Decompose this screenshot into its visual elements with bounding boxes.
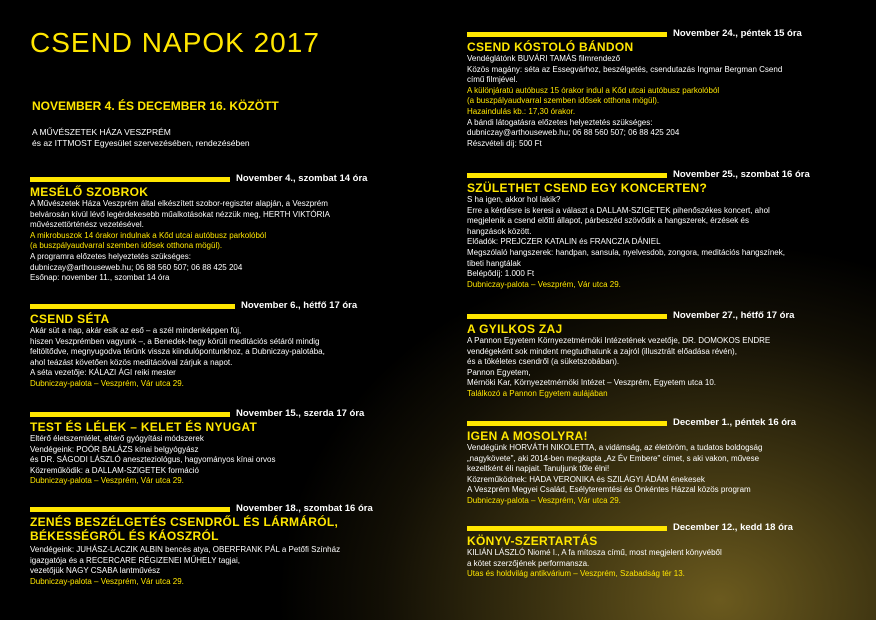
event-title-line2: BÉKESSÉGRŐL ÉS KÁOSZRÓL: [30, 529, 219, 543]
event-description-line: S ha igen, akkor hol lakik?: [467, 195, 561, 204]
event-description: [30, 199, 440, 284]
event-datetime: December 12., kedd 18 óra: [673, 522, 793, 533]
event-description-line: Vendéglátónk BUVÁRI TAMÁS filmrendező: [467, 54, 621, 63]
event-title: TEST ÉS LÉLEK – KELET ÉS NYUGAT: [30, 420, 258, 434]
event-description-line: Erre a kérdésre is keresi a választ a DALLAM-SZIGETEK pihenőszékes koncert, ahol: [467, 205, 770, 215]
event-description-line: Közreműködnek: HADA VERONIKA és SZILÁGYI ÁDÁM énekesek: [467, 474, 705, 484]
event-description-line: és a tökéletes csendről (a süketszobában).: [467, 357, 620, 367]
event-location-line: A mikrobuszok 14 órakor indulnak a Kőd utcai autóbusz parkolóból: [30, 230, 267, 240]
event-bar: [30, 507, 230, 512]
event-description-line: tibeti hangtálak: [467, 258, 521, 268]
event-datetime: November 24., péntek 15 óra: [673, 28, 802, 39]
event-description-line: Közreműködik: a DALLAM-SZIGETEK formáció: [30, 465, 199, 475]
event-description-line: Esőnap: november 11., szombat 14 óra: [30, 273, 170, 283]
event-description-line: művészettörténész vezetésével.: [30, 220, 144, 230]
event-description-line: és DR. SÁGODI LÁSZLÓ aneszteziológus, hagyományos kínai orvos: [30, 455, 276, 465]
event-description-line: Előadók: PREJCZER KATALIN és FRANCZIA DÁNIEL: [467, 237, 661, 247]
event-location-line: (a buszpályaudvarral szemben idősek otthona mögül).: [30, 241, 223, 251]
event-title: MESÉLŐ SZOBROK: [30, 185, 149, 199]
event-location-line: Dubniczay-palota – Veszprém, Vár utca 29.: [30, 378, 184, 388]
event-bar: [467, 421, 667, 426]
event-description-line: A programra előzetes helyeztetés szükséges:: [30, 251, 191, 261]
event-datetime: November 25., szombat 16 óra: [673, 169, 810, 180]
event-description: [467, 336, 867, 400]
event-bar: [467, 526, 667, 531]
event-description-line: kezeltként éli napjait. Tanuljunk tőle élni!: [467, 464, 610, 474]
event-title: CSEND KÓSTOLÓ BÁNDON: [467, 40, 634, 54]
event-description-line: Vendégünk HORVÁTH NIKOLETTA, a vidámság, az életöröm, a tudatos boldogság: [467, 443, 763, 452]
event-description-line: vendégeként sok mindent megtudhatunk a zajról (illusztrált előadása révén),: [467, 346, 737, 356]
event-description-line: Közös magány: séta az Essegvárhoz, beszélgetés, csendutazás Ingmar Bergman Csend: [467, 64, 783, 74]
event-location-line: (a buszpályaudvarral szemben idősek otthona mögül).: [467, 96, 660, 106]
event-bar: [467, 32, 667, 37]
event-description: [467, 195, 867, 290]
organizer-line: és az ITTMOST Egyesület szervezésében, rendezésében: [32, 138, 250, 148]
event-title: A GYILKOS ZAJ: [467, 322, 563, 336]
event-description-line: Mérnöki Kar, Környezetmérnöki Intézet – Veszprém, Egyetem utca 10.: [467, 378, 717, 388]
event-description-line: ahol teázást követően közös meditációval zárjuk a napot.: [30, 357, 233, 367]
event-description-line: Megszólaló hangszerek: handpan, sansula, nyelvesdob, zongora, meditációs hangszínek,: [467, 247, 785, 257]
event-location-line: Találkozó a Pannon Egyetem aulájában: [467, 388, 608, 398]
event-description-line: igazgatója és a RECERCARE RÉGIZENEI MŰHELY tagjai,: [30, 555, 241, 565]
event-location-line: A különjáratú autóbusz 15 órakor indul a Kőd utcai autóbusz parkolóból: [467, 85, 720, 95]
event-description-line: Pannon Egyetem,: [467, 367, 531, 377]
event-description-line: hangzások között.: [467, 226, 532, 236]
event-description: [467, 443, 867, 507]
event-title: KÖNYV-SZERTARTÁS: [467, 534, 598, 548]
event-description-line: feltöltődve, megnyugodva térünk vissza kiindulópontunkhoz, a Dubniczay-palotába,: [30, 347, 325, 357]
event-location-line: Dubniczay-palota – Veszprém, Vár utca 29.: [467, 279, 621, 289]
event-description-line: megjelenik a csend előtti állapot, párbeszéd szövődik a hangszerek, érzések és: [467, 216, 749, 226]
event-description-line: Belépődíj: 1.000 Ft: [467, 269, 535, 279]
page-title: CSEND NAPOK 2017: [30, 27, 320, 58]
event-title: CSEND SÉTA: [30, 312, 110, 326]
event-description: [30, 545, 440, 587]
event-location-line: Dubniczay-palota – Veszprém, Vár utca 29.: [30, 476, 184, 486]
event-title: ZENÉS BESZÉLGETÉS CSENDRŐL ÉS LÁRMÁRÓL,: [30, 515, 339, 529]
event-location-line: Dubniczay-palota – Veszprém, Vár utca 29.: [30, 576, 184, 586]
event-description-line: Részvételi díj: 500 Ft: [467, 138, 542, 148]
event-description: [467, 54, 867, 149]
organizer-line: A MŰVÉSZETEK HÁZA VESZPRÉM: [32, 127, 171, 137]
event-description: [30, 326, 440, 390]
event-title: IGEN A MOSOLYRA!: [467, 429, 588, 443]
event-datetime: November 6., hétfő 17 óra: [241, 300, 358, 311]
event-description-line: Akár süt a nap, akár esik az eső – a szél mindenképpen fúj,: [30, 326, 242, 335]
event-datetime: November 4., szombat 14 óra: [236, 173, 368, 184]
event-location-line: Hazaindulás kb.: 17,30 órakor.: [467, 106, 576, 116]
event-location-line: Utas és holdvilág antikvárium – Veszprém, Szabadság tér 13.: [467, 569, 685, 579]
event-description-line: A bándi látogatásra előzetes helyeztetés szükséges:: [467, 117, 653, 127]
event-description: [467, 548, 867, 580]
event-description-line: A Művészetek Háza Veszprém által elkészített szobor-regiszter alapján, a Veszprém: [30, 199, 328, 208]
event-description-line: dubniczay@arthouseweb.hu; 06 88 560 507; 06 88 425 204: [30, 262, 243, 272]
event-description-line: KILIÁN LÁSZLÓ Niomé I., A fa mítosza című, most megjelent könyvéből: [467, 548, 722, 557]
event-description-line: A Pannon Egyetem Környezetmérnöki Intézetének vezetője, DR. DOMOKOS ENDRE: [467, 336, 771, 345]
event-bar: [467, 314, 667, 319]
event-location-line: Dubniczay-palota – Veszprém, Vár utca 29.: [467, 495, 621, 505]
event-description-line: hiszen Veszprémben vagyunk –, a Benedek-hegy körüli meditációs sétáról mindig: [30, 336, 320, 346]
event-description-line: belvárosán kívül lévő legérdekesebb műalkotásokat nézzük meg, HERTH VIKTÓRIA: [30, 209, 330, 219]
event-datetime: November 27., hétfő 17 óra: [673, 310, 795, 321]
event-bar: [30, 177, 230, 182]
event-description-line: A séta vezetője: KÁLAZI ÁGI reiki mester: [30, 368, 176, 378]
event-description-line: „nagykövete", aki 2014-ben megkapta „Az Év Embere" címet, s aki vakon, művese: [467, 453, 760, 463]
organizer-info: [32, 127, 250, 149]
event-description-line: Vendégeink: JUHÁSZ-LACZIK ALBIN bencés atya, OBERFRANK PÁL a Petőfi Színház: [30, 545, 341, 554]
event-datetime: December 1., péntek 16 óra: [673, 417, 797, 428]
event-description-line: a kötet szerzőjének performansza.: [467, 558, 590, 568]
event-description-line: vezetőjük NAGY CSABA lantművész: [30, 566, 161, 576]
date-range: NOVEMBER 4. ÉS DECEMBER 16. KÖZÖTT: [32, 99, 279, 113]
event-bar: [30, 412, 230, 417]
event-title: SZÜLETHET CSEND EGY KONCERTEN?: [467, 181, 708, 195]
event-description: [30, 434, 440, 487]
event-description-line: A Veszprém Megyei Család, Esélyteremtési és Önkéntes Házzal közös program: [467, 485, 751, 495]
event-description-line: Vendégeink: POÓR BALÁZS kínai belgyógyász: [30, 444, 199, 454]
event-datetime: November 18., szombat 16 óra: [236, 503, 373, 514]
event-description-line: című filmjével.: [467, 75, 518, 85]
event-description-line: dubniczay@arthouseweb.hu; 06 88 560 507; 06 88 425 204: [467, 128, 680, 138]
event-description-line: Eltérő életszemlélet, eltérő gyógyítási módszerek: [30, 434, 204, 443]
event-datetime: November 15., szerda 17 óra: [236, 408, 365, 419]
event-bar: [467, 173, 667, 178]
event-bar: [30, 304, 235, 309]
